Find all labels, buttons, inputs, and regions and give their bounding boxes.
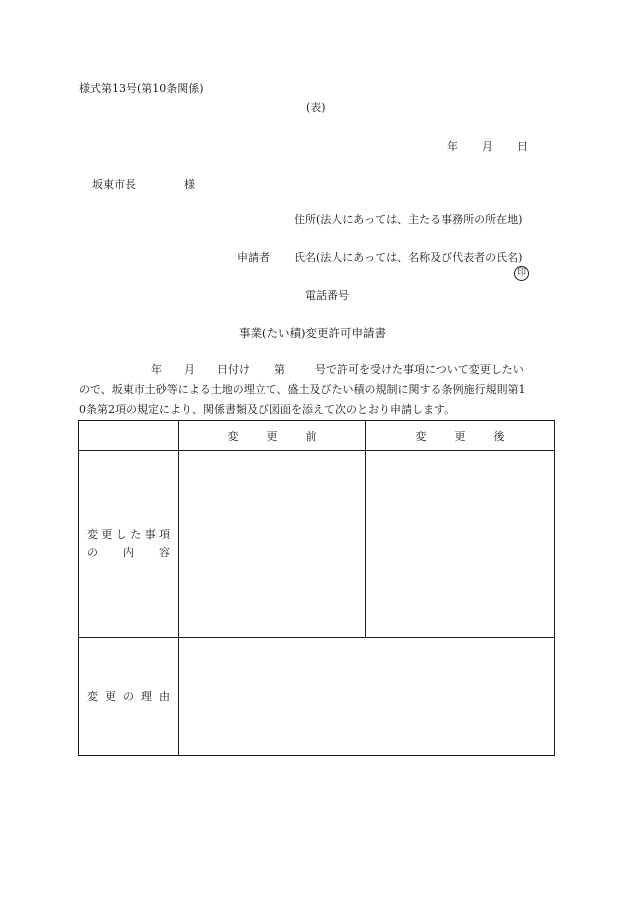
addressee-honorific: 様	[184, 178, 195, 191]
changed-items-label-line2: の 内 容	[87, 546, 170, 559]
date-month-label: 月	[482, 140, 493, 153]
seal-text: 印	[514, 266, 529, 281]
body-line-2: ので、坂東市土砂等による土地の埋立て、盛土及びたい積の規制に関する条例施行規則第1	[79, 383, 526, 396]
body-number-prefix: 第	[274, 363, 285, 376]
reason-label: 変更の理由	[79, 638, 179, 756]
reason-row	[79, 638, 555, 756]
date-year-label: 年	[447, 140, 458, 153]
body-month: 月	[184, 363, 195, 376]
body-line-3: 0条第2項の規定により、関係書類及び図面を添えて次のとおり申請します。	[79, 403, 456, 416]
table-header-row	[79, 421, 555, 451]
seal-mark	[514, 265, 529, 281]
phone-label: 電話番号	[305, 289, 349, 302]
document-title: 事業(たい積)変更許可申請書	[239, 326, 386, 340]
name-label: 氏名(法人にあっては、名称及び代表者の氏名)	[294, 251, 523, 264]
reason-field[interactable]	[179, 638, 555, 756]
changed-items-row	[79, 451, 555, 638]
address-label: 住所(法人にあっては、主たる事務所の所在地)	[294, 213, 523, 226]
body-line1-rest: 号で許可を受けた事項について変更したい	[315, 363, 524, 376]
header-after-cell: 変 更 後	[366, 421, 555, 451]
body-line-1	[79, 360, 554, 380]
change-table	[78, 420, 555, 756]
header-before-cell: 変 更 前	[179, 421, 366, 451]
changed-items-label-line1: 変更した事項	[87, 528, 170, 541]
before-content-field[interactable]	[179, 451, 366, 638]
changed-items-label	[79, 451, 179, 638]
body-date-suffix: 日付け	[217, 363, 250, 376]
body-year: 年	[151, 363, 162, 376]
after-content-field[interactable]	[366, 451, 555, 638]
form-number: 様式第13号(第10条関係)	[79, 82, 204, 95]
header-blank-cell	[79, 421, 179, 451]
addressee-name: 坂東市長	[92, 178, 136, 191]
body-paragraph	[79, 360, 554, 420]
side-label: (表)	[306, 101, 326, 114]
applicant-role-label: 申請者	[237, 251, 270, 264]
date-day-label: 日	[517, 140, 528, 153]
